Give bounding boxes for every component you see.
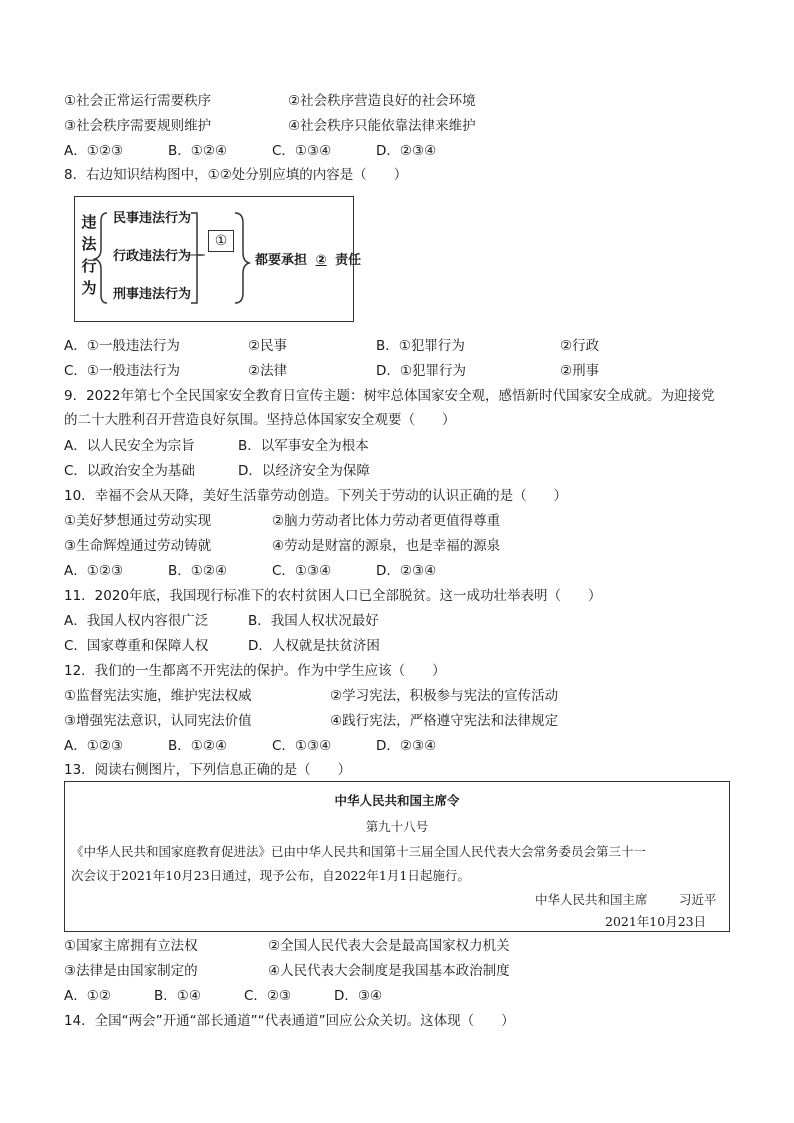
diagram-item-criminal: 刑事违法行为 bbox=[113, 287, 192, 302]
q13-option-a: A．①② bbox=[64, 988, 111, 1004]
q8-option-b-2: ②行政 bbox=[560, 338, 600, 354]
q11-option-c: C．国家尊重和保障人权 bbox=[64, 638, 209, 654]
q12-statement-4: ④践行宪法，严格遵守宪法和法律规定 bbox=[330, 713, 559, 729]
decree-body-line-1: 《中华人民共和国家庭教育促进法》已由中华人民共和国第十三届全国人民代表大会常务委员会第三十一 bbox=[71, 844, 647, 859]
q9-option-d: D．以经济安全为保障 bbox=[238, 463, 370, 479]
q8-option-d: D．①犯罪行为 bbox=[376, 363, 466, 379]
diagram-item-civil: 民事违法行为 bbox=[113, 211, 192, 226]
decree-signer-title: 中华人民共和国主席 bbox=[535, 892, 648, 907]
q7-statement-1: ①社会正常运行需要秩序 bbox=[64, 93, 212, 109]
q12-option-d: D．②③④ bbox=[376, 738, 437, 754]
q7-option-c: C．①③④ bbox=[272, 143, 332, 159]
diagram-tail-text: 都要承担 bbox=[255, 253, 308, 268]
q8-option-b: B．①犯罪行为 bbox=[376, 338, 465, 354]
q7-statement-3: ③社会秩序需要规则维护 bbox=[64, 118, 212, 134]
q13-stem: 13．阅读右侧图片，下列信息正确的是（ ） bbox=[64, 762, 352, 778]
q10-statement-3: ③生命辉煌通过劳动铸就 bbox=[64, 538, 212, 554]
q7-option-a: A．①②③ bbox=[64, 143, 124, 159]
q11-option-b: B．我国人权状况最好 bbox=[248, 613, 379, 629]
decree-title: 中华人民共和国主席令 bbox=[334, 793, 460, 808]
q13-option-c: C．②③ bbox=[244, 988, 292, 1004]
q8-option-d-2: ②刑事 bbox=[560, 363, 600, 379]
presidential-decree-box bbox=[64, 781, 730, 932]
q9-stem-line-1: 9．2022年第七个全民国家安全教育日宣传主题：树牢总体国家安全观，感悟新时代国家安全成就。为迎接党 bbox=[64, 388, 715, 404]
q9-stem-line-2: 的二十大胜利召开营造良好氛围。坚持总体国家安全观要（ ） bbox=[64, 412, 456, 428]
q10-statement-4: ④劳动是财富的源泉，也是幸福的源泉 bbox=[272, 538, 501, 554]
q8-option-a-2: ②民事 bbox=[248, 338, 288, 354]
q11-stem: 11．2020年底，我国现行标准下的农村贫困人口已全部脱贫。这一成功壮举表明（ ） bbox=[64, 588, 602, 604]
q7-option-d: D．②③④ bbox=[376, 143, 437, 159]
q10-statement-2: ②脑力劳动者比体力劳动者更值得尊重 bbox=[272, 513, 501, 529]
q14-stem: 14．全国“两会”开通“部长通道”“代表通道”回应公众关切。这体现（ ） bbox=[64, 1013, 515, 1029]
diagram-tail bbox=[255, 249, 361, 268]
diagram-left-label: 违 法 行 为 bbox=[81, 213, 97, 297]
q12-statement-3: ③增强宪法意识，认同宪法价值 bbox=[64, 713, 252, 729]
q8-option-c-2: ②法律 bbox=[248, 363, 288, 379]
q7-statement-4: ④社会秩序只能依靠法律来维护 bbox=[288, 118, 476, 134]
decree-signer: 习近平 bbox=[679, 892, 717, 907]
decree-date: 2021年10月23日 bbox=[605, 914, 707, 929]
q9-option-a: A．以人民安全为宗旨 bbox=[64, 438, 195, 454]
diagram-blank-2: ② bbox=[315, 253, 327, 268]
q13-option-d: D．③④ bbox=[334, 988, 383, 1004]
q13-statement-4: ④人民代表大会制度是我国基本政治制度 bbox=[268, 963, 510, 979]
q12-statement-1: ①监督宪法实施，维护宪法权威 bbox=[64, 688, 252, 704]
q13-option-b: B．①④ bbox=[154, 988, 201, 1004]
q11-option-a: A．我国人权内容很广泛 bbox=[64, 613, 209, 629]
q12-option-c: C．①③④ bbox=[272, 738, 332, 754]
q10-option-b: B．①②④ bbox=[168, 563, 228, 579]
q8-option-c: C．①一般违法行为 bbox=[64, 363, 181, 379]
q7-option-b: B．①②④ bbox=[168, 143, 228, 159]
q9-option-c: C．以政治安全为基础 bbox=[64, 463, 195, 479]
q10-option-d: D．②③④ bbox=[376, 563, 437, 579]
diagram-blank-1: ① bbox=[208, 230, 234, 252]
diagram-tail-suffix: 责任 bbox=[335, 253, 362, 268]
q13-statement-3: ③法律是由国家制定的 bbox=[64, 963, 198, 979]
q12-option-a: A．①②③ bbox=[64, 738, 124, 754]
q11-option-d: D．人权就是扶贫济困 bbox=[248, 638, 380, 654]
q7-statement-2: ②社会秩序营造良好的社会环境 bbox=[288, 93, 476, 109]
q10-option-c: C．①③④ bbox=[272, 563, 332, 579]
decree-body-line-2: 次会议于2021年10月23日通过，现予公布，自2022年1月1日起施行。 bbox=[71, 868, 470, 883]
q12-stem: 12．我们的一生都离不开宪法的保护。作为中学生应该（ ） bbox=[64, 663, 446, 679]
decree-number: 第九十八号 bbox=[365, 819, 429, 834]
q10-option-a: A．①②③ bbox=[64, 563, 124, 579]
diagram-item-administrative: 行政违法行为 bbox=[113, 249, 192, 264]
knowledge-structure-diagram bbox=[74, 196, 362, 322]
q10-stem: 10．幸福不会从天降，美好生活靠劳动创造。下列关于劳动的认识正确的是（ ） bbox=[64, 488, 568, 504]
q13-statement-2: ②全国人民代表大会是最高国家权力机关 bbox=[268, 938, 510, 954]
q12-option-b: B．①②④ bbox=[168, 738, 228, 754]
q8-option-a: A．①一般违法行为 bbox=[64, 338, 180, 354]
q12-statement-2: ②学习宪法，积极参与宪法的宣传活动 bbox=[330, 688, 559, 704]
q13-statement-1: ①国家主席拥有立法权 bbox=[64, 938, 198, 954]
q9-option-b: B．以军事安全为根本 bbox=[238, 438, 369, 454]
q10-statement-1: ①美好梦想通过劳动实现 bbox=[64, 513, 212, 529]
q8-stem: 8．右边知识结构图中，①②处分别应填的内容是（ ） bbox=[64, 167, 408, 183]
